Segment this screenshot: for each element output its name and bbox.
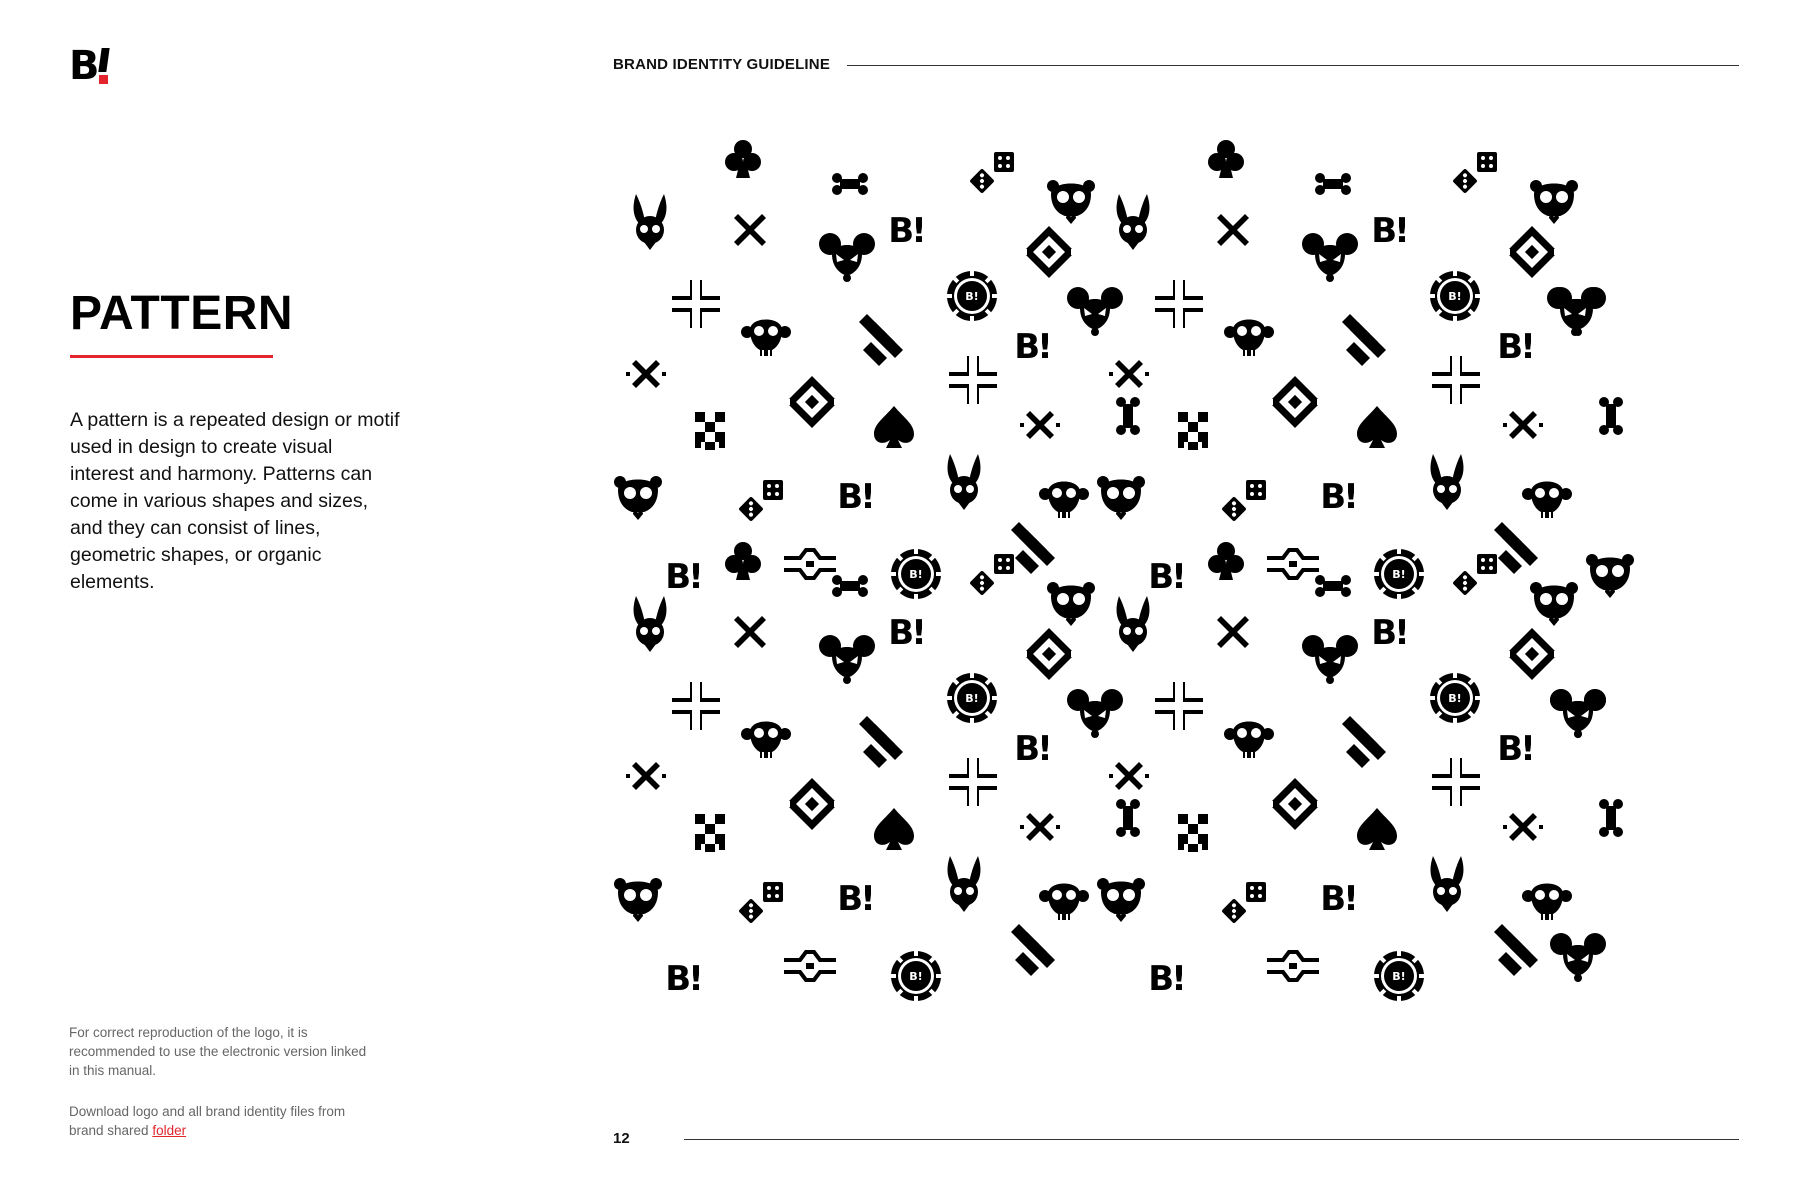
monkey-skull-icon — [1039, 884, 1089, 921]
small-bone-icon — [1116, 799, 1140, 837]
monkey-skull-icon — [1039, 482, 1089, 519]
cross-icon — [734, 214, 766, 246]
reproduction-note: For correct reproduction of the logo, it is recommended to use the electronic version linked in this manual. — [69, 1025, 367, 1078]
download-note — [69, 1102, 369, 1140]
logo-mark-icon — [888, 613, 923, 653]
club-icon — [725, 542, 761, 580]
chip-text: B! — [965, 290, 979, 303]
bone-icon — [1315, 173, 1351, 195]
chevrons-icon — [859, 314, 903, 366]
chip-text: B! — [1448, 290, 1462, 303]
chevrons-icon — [1011, 924, 1055, 976]
chevrons-icon — [1494, 522, 1538, 574]
club-icon — [725, 140, 761, 178]
checker-icon — [695, 412, 725, 450]
sparkle-icon — [949, 356, 997, 404]
checker-icon — [1178, 412, 1208, 450]
mouse-skull-icon — [1302, 233, 1358, 282]
chevrons-icon — [1342, 314, 1386, 366]
club-icon — [1208, 542, 1244, 580]
poker-chip-icon — [1373, 548, 1425, 600]
dice-icon — [1221, 882, 1266, 924]
bunny-skull-icon — [1431, 454, 1464, 510]
small-bone-icon — [1116, 397, 1140, 435]
chevrons-icon — [1494, 924, 1538, 976]
logo-mark-icon — [837, 477, 872, 517]
mouse-skull-icon — [1302, 635, 1358, 684]
diamond-target-icon — [1019, 226, 1079, 278]
chevrons-icon — [1342, 716, 1386, 768]
page-title: PATTERN — [70, 287, 294, 340]
poker-chip-icon — [1429, 270, 1481, 322]
logo-mark-text: B! — [1148, 557, 1184, 597]
bear-skull-icon — [614, 878, 662, 922]
bear-skull-icon — [1097, 476, 1145, 520]
diamond-target-icon — [1019, 628, 1079, 680]
bunny-skull-icon — [1431, 856, 1464, 912]
mouse-skull-icon — [1547, 287, 1603, 336]
chip-text: B! — [965, 692, 979, 705]
bunny-skull-icon — [1117, 194, 1150, 250]
bunny-skull-icon — [1117, 596, 1150, 652]
logo-exclamation — [99, 46, 109, 84]
logo-mark-icon — [665, 557, 700, 597]
logo-mark-text: B! — [888, 211, 924, 251]
logo-mark-text: B! — [665, 959, 701, 999]
sparkle-icon — [672, 280, 720, 328]
logo-mark-icon — [665, 959, 700, 999]
logo-mark-text: B! — [665, 557, 701, 597]
pattern-description: A pattern is a repeated design or motif used in design to create visual interest and harmony. Patterns can come in various shapes and sizes, and they can consist of lines, geometric shapes, or organic elements. — [70, 409, 400, 593]
logo-mark-text: B! — [888, 613, 924, 653]
poker-chip-icon — [946, 270, 998, 322]
logo-mark-icon — [1148, 557, 1183, 597]
dice-icon — [738, 480, 783, 522]
dice-icon — [969, 152, 1014, 194]
chevrons-icon — [859, 716, 903, 768]
eye-bar-icon — [784, 550, 836, 578]
footer-divider — [684, 1139, 1739, 1140]
bear-skull-icon — [1047, 180, 1095, 224]
diamond-target-icon — [1265, 778, 1325, 830]
x-dots-icon — [1109, 762, 1149, 790]
spade-icon — [874, 406, 914, 448]
cross-icon — [1217, 616, 1249, 648]
spade-icon — [1357, 406, 1397, 448]
bunny-skull-icon — [634, 596, 667, 652]
logo-mark-icon — [1497, 327, 1532, 367]
monkey-skull-icon — [741, 722, 791, 759]
diamond-target-icon — [782, 778, 842, 830]
monkey-skull-icon — [1224, 722, 1274, 759]
logo-mark-icon — [1148, 959, 1183, 999]
bear-skull-icon — [1530, 180, 1578, 224]
logo-mark-icon — [1014, 327, 1049, 367]
mouse-skull-icon — [1067, 689, 1123, 738]
bunny-skull-icon — [948, 856, 981, 912]
logo-mark-icon — [1320, 477, 1355, 517]
monkey-skull-icon — [1522, 482, 1572, 519]
mouse-skull-icon — [1550, 933, 1606, 982]
chip-text: B! — [1392, 568, 1406, 581]
logo-mark-text: B! — [1320, 879, 1356, 919]
sparkle-icon — [1155, 682, 1203, 730]
checker-icon — [1178, 814, 1208, 852]
diamond-target-icon — [782, 376, 842, 428]
header-divider — [847, 65, 1739, 66]
eye-bar-icon — [1267, 952, 1319, 980]
poker-chip-icon — [890, 950, 942, 1002]
sparkle-icon — [1155, 280, 1203, 328]
bear-skull-icon — [1530, 582, 1578, 626]
x-dots-icon — [1503, 411, 1543, 439]
logo-mark-text: B! — [1371, 211, 1407, 251]
chip-text: B! — [1392, 970, 1406, 983]
logo-mark-text: B! — [1497, 729, 1533, 769]
dice-icon — [1452, 554, 1497, 596]
monkey-skull-icon — [741, 320, 791, 357]
chip-text: B! — [909, 970, 923, 983]
mouse-skull-icon — [819, 635, 875, 684]
poker-chip-icon — [1373, 950, 1425, 1002]
diamond-target-icon — [1502, 226, 1562, 278]
poker-chip-icon — [946, 672, 998, 724]
title-underline — [70, 355, 273, 358]
chip-text: B! — [909, 568, 923, 581]
bone-icon — [832, 575, 868, 597]
download-note-text: Download logo and all brand identity files from brand shared — [69, 1104, 346, 1138]
logo-mark-icon — [1371, 613, 1406, 653]
bear-skull-icon — [1047, 582, 1095, 626]
x-dots-icon — [626, 762, 666, 790]
spade-icon — [874, 808, 914, 850]
cross-icon — [1217, 214, 1249, 246]
mouse-skull-icon — [1550, 689, 1606, 738]
poker-chip-icon — [1429, 672, 1481, 724]
header-label: BRAND IDENTITY GUIDELINE — [613, 56, 831, 73]
bone-icon — [1315, 575, 1351, 597]
logo-letter: B — [69, 43, 98, 89]
sparkle-icon — [672, 682, 720, 730]
small-bone-icon — [1599, 799, 1623, 837]
monkey-skull-icon — [1522, 884, 1572, 921]
logo-mark-icon — [1497, 729, 1532, 769]
sparkle-icon — [1432, 356, 1480, 404]
logo-mark-text: B! — [1497, 327, 1533, 367]
sparkle-icon — [1432, 758, 1480, 806]
diamond-target-icon — [1502, 628, 1562, 680]
logo-mark-text: B! — [1014, 729, 1050, 769]
spade-icon — [1357, 808, 1397, 850]
pattern-grid — [610, 120, 1740, 1080]
x-dots-icon — [1503, 813, 1543, 841]
chip-text: B! — [1448, 692, 1462, 705]
logo-mark-text: B! — [1371, 613, 1407, 653]
diamond-target-icon — [1265, 376, 1325, 428]
logo-mark-text: B! — [1014, 327, 1050, 367]
bear-skull-icon — [1097, 878, 1145, 922]
poker-chip-icon — [890, 548, 942, 600]
sparkle-icon — [949, 758, 997, 806]
logo-mark-icon — [1371, 211, 1406, 251]
eye-bar-icon — [784, 952, 836, 980]
x-dots-icon — [1109, 360, 1149, 388]
logo-mark-text: B! — [837, 477, 873, 517]
club-icon — [1208, 140, 1244, 178]
x-dots-icon — [1020, 411, 1060, 439]
x-dots-icon — [626, 360, 666, 388]
x-dots-icon — [1020, 813, 1060, 841]
logo-mark-icon — [837, 879, 872, 919]
mouse-skull-icon — [1067, 287, 1123, 336]
logo-mark-text: B! — [1148, 959, 1184, 999]
brand-logo — [69, 43, 109, 89]
logo-mark-icon — [888, 211, 923, 251]
dice-icon — [969, 554, 1014, 596]
dice-icon — [1221, 480, 1266, 522]
bone-icon — [832, 173, 868, 195]
cross-icon — [734, 616, 766, 648]
logo-mark-text: B! — [1320, 477, 1356, 517]
bear-skull-icon — [614, 476, 662, 520]
chevrons-icon — [1011, 522, 1055, 574]
logo-red-dot — [99, 75, 108, 84]
page-number: 12 — [613, 1130, 630, 1147]
monkey-skull-icon — [1224, 320, 1274, 357]
bear-skull-icon — [1586, 554, 1634, 598]
eye-bar-icon — [1267, 550, 1319, 578]
logo-mark-icon — [1320, 879, 1355, 919]
bunny-skull-icon — [948, 454, 981, 510]
mouse-skull-icon — [819, 233, 875, 282]
folder-link[interactable]: folder — [152, 1123, 187, 1138]
bunny-skull-icon — [634, 194, 667, 250]
dice-icon — [1452, 152, 1497, 194]
dice-icon — [738, 882, 783, 924]
checker-icon — [695, 814, 725, 852]
logo-mark-text: B! — [837, 879, 873, 919]
logo-mark-icon — [1014, 729, 1049, 769]
small-bone-icon — [1599, 397, 1623, 435]
